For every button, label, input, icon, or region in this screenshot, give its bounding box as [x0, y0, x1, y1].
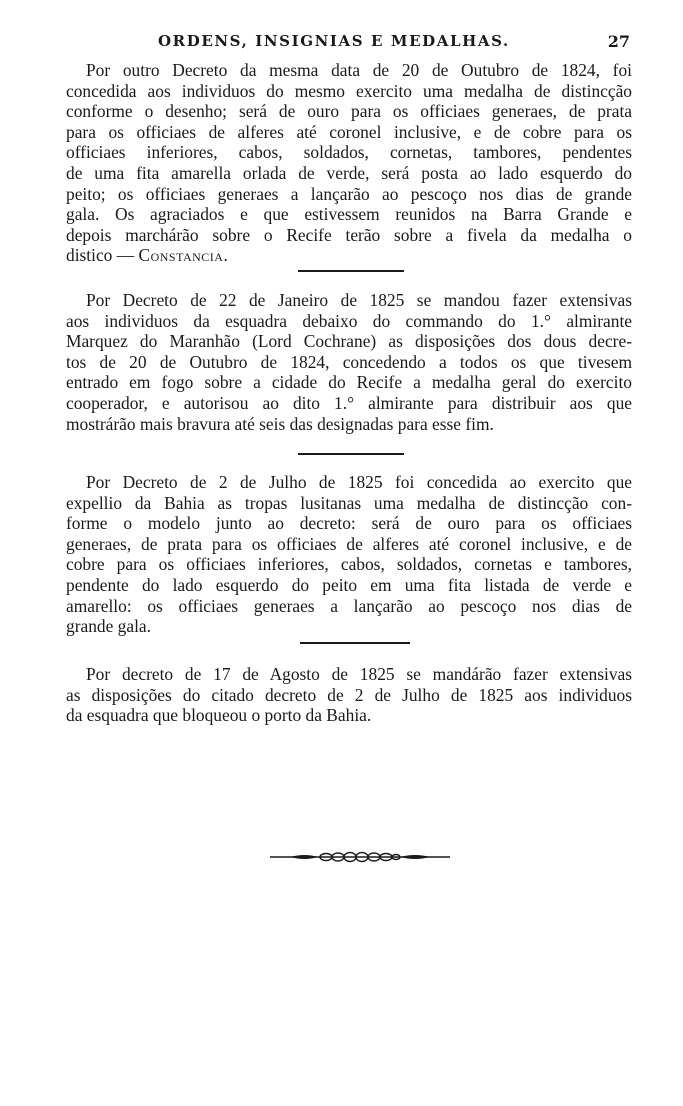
text-line: expellio da Bahia as tropas lusitanas uma medalha de distincção con- [66, 492, 632, 513]
text-line [66, 245, 632, 266]
page-header [68, 32, 634, 56]
text-line: para os officiaes de alferes até coronel inclusive, e de cobre para os [66, 121, 632, 142]
paragraph-1 [66, 60, 632, 266]
text-line: de uma fita amarella orlada de verde, será posta ao lado esquerdo do [66, 162, 632, 183]
text-line: Por outro Decreto da mesma data de 20 de Outubro de 1824, foi [86, 60, 632, 80]
text-line: gala. Os agraciados e que estivessem reunidos na Barra Grande e [66, 204, 632, 225]
text-line: concedida aos individuos do mesmo exercito uma medalha de distincção [66, 80, 632, 101]
text-line: Marquez do Maranhão (Lord Cochrane) as disposições dos dous decre- [66, 331, 632, 352]
text-line: pendente do lado esquerdo do peito em uma fita listada de verde e [66, 574, 632, 595]
text-line: peito; os officiaes generaes a lançarão ao pescoço nos dias de grande [66, 183, 632, 204]
text-line: Por decreto de 17 de Agosto de 1825 se mandárão fazer extensivas [86, 664, 632, 684]
motto-constancia: Constancia. [138, 245, 229, 266]
text-line: conforme o desenho; será de ouro para os officiaes generaes, de prata [66, 101, 632, 122]
section-divider [298, 453, 404, 455]
distico-prefix: distico — [66, 245, 139, 266]
text-line: officiaes inferiores, cabos, soldados, cornetas, tambores, pendentes [66, 142, 632, 163]
text-line: Por Decreto de 2 de Julho de 1825 foi concedida ao exercito que [86, 472, 632, 492]
text-line: mostrárão mais bravura até seis das designadas para esse fim. [66, 413, 494, 434]
text-line: da esquadra que bloqueou o porto da Bahia. [66, 705, 372, 726]
text-line: as disposições do citado decreto de 2 de Julho de 1825 aos individuos [66, 684, 632, 705]
page-number: 27 [607, 32, 630, 51]
text-line: entrado em fogo sobre a cidade do Recife a medalha geral do exercito [66, 372, 632, 393]
running-title: ORDENS, INSIGNIAS E MEDALHAS. [158, 32, 510, 50]
paragraph-3 [66, 472, 632, 637]
text-line: forme o modelo junto ao decreto: será de ouro para os officiaes [66, 513, 632, 534]
text-line: aos individuos da esquadra debaixo do commando do 1.° almirante [66, 310, 632, 331]
paragraph-4 [66, 664, 632, 726]
section-divider [300, 642, 410, 644]
text-line: cobre para os officiaes inferiores, cabos, soldados, cornetas e tambores, [66, 554, 632, 575]
text-line: depois marchárão sobre o Recife terão sobre a fivela da medalha o [66, 224, 632, 245]
text-line: amarello: os officiaes generaes a lançarão ao pescoço nos dias de [66, 595, 632, 616]
paragraph-2 [66, 290, 632, 434]
section-divider [298, 270, 404, 272]
text-line: tos de 20 de Outubro de 1824, concedendo a todos os que tivesem [66, 351, 632, 372]
text-line: cooperador, e autorisou ao dito 1.° almirante para distribuir aos que [66, 392, 632, 413]
text-line: generaes, de prata para os officiaes de alferes até coronel inclusive, e de [66, 533, 632, 554]
text-line: grande gala. [66, 616, 151, 637]
text-line: Por Decreto de 22 de Janeiro de 1825 se mandou fazer extensivas [86, 290, 632, 310]
ornament-tailpiece [270, 850, 450, 864]
